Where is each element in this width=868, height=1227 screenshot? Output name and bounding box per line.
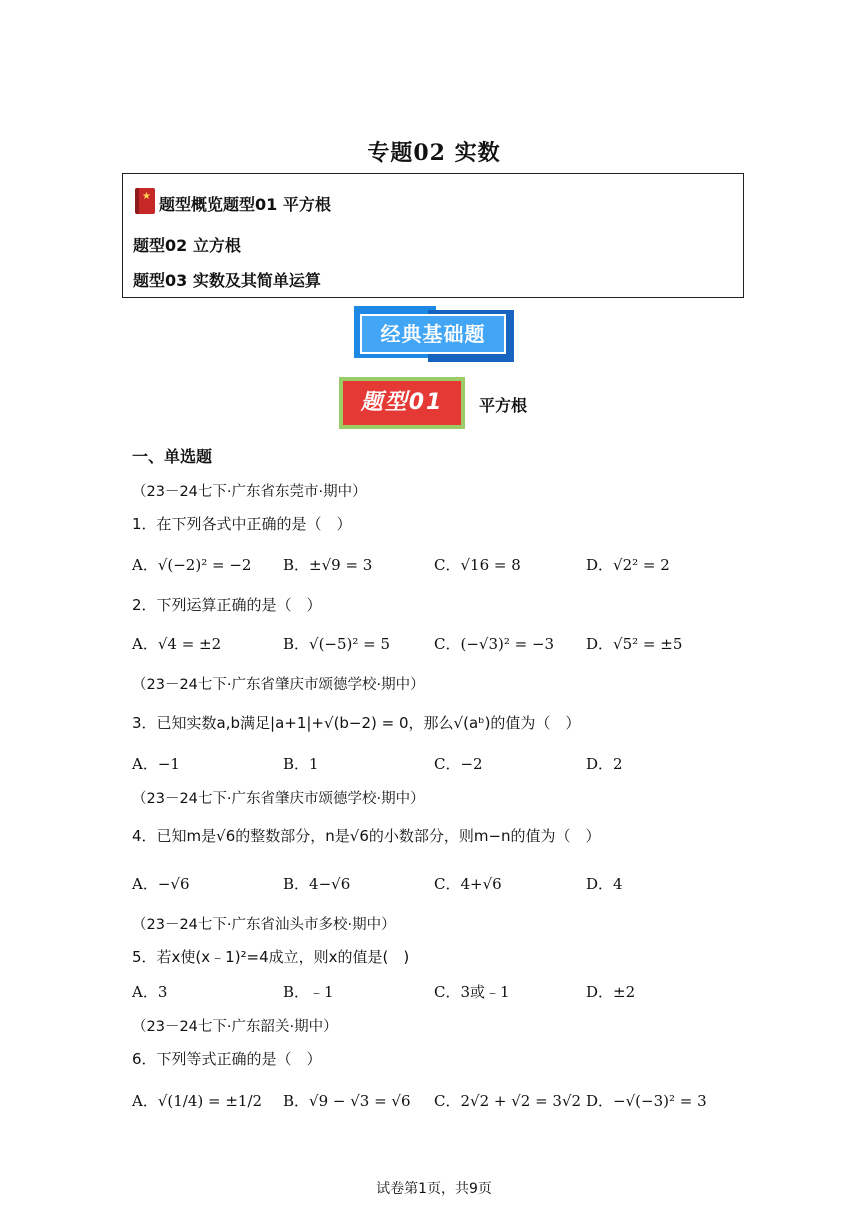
type-badge-label: 题型01 <box>343 381 461 425</box>
option-b: B．±√9 = 3 <box>283 556 373 574</box>
overview-box <box>122 173 744 298</box>
option-c: C．3或﹣1 <box>434 983 510 1001</box>
option-a: A．3 <box>132 983 168 1001</box>
option-a: A．−√6 <box>132 875 190 893</box>
option-d: D．√2² = 2 <box>586 556 670 574</box>
option-d: D．4 <box>586 875 623 893</box>
overview-line-2: 题型02 立方根 <box>133 236 241 255</box>
option-b: B．1 <box>283 755 319 773</box>
question-source: （23－24七下·广东省汕头市多校·期中） <box>132 917 396 933</box>
option-c: C．2√2 + √2 = 3√2 <box>434 1092 582 1110</box>
overview-line-1: 题型概览题型01 平方根 <box>159 195 331 214</box>
option-d: D．−√(−3)² = 3 <box>586 1092 707 1110</box>
question-source: （23－24七下·广东韶关·期中） <box>132 1019 338 1035</box>
option-b: B．4−√6 <box>283 875 351 893</box>
option-a: A．√(1/4) = ±1/2 <box>132 1092 263 1110</box>
option-d: D．±2 <box>586 983 636 1001</box>
option-b: B．√9 − √3 = √6 <box>283 1092 411 1110</box>
option-b: B．√(−5)² = 5 <box>283 635 391 653</box>
option-c: C．√16 = 8 <box>434 556 521 574</box>
option-a: A．√(−2)² = −2 <box>132 556 252 574</box>
option-c: C．(−√3)² = −3 <box>434 635 555 653</box>
section-banner <box>354 306 514 362</box>
book-icon <box>135 188 155 214</box>
question-source: （23－24七下·广东省肇庆市颂德学校·期中） <box>132 677 425 693</box>
question-stem: 5．若x使(x﹣1)²=4成立，则x的值是( ) <box>132 948 410 966</box>
question-source: （23－24七下·广东省东莞市·期中） <box>132 484 367 500</box>
option-c: C．−2 <box>434 755 483 773</box>
page-title: 专题02 实数 <box>367 140 501 166</box>
question-stem: 4．已知m是√6的整数部分，n是√6的小数部分，则m−n的值为（ ） <box>132 827 601 845</box>
section-heading: 一、单选题 <box>132 447 213 466</box>
page-footer: 试卷第1页，共9页 <box>376 1181 492 1197</box>
type-title: 平方根 <box>479 396 528 415</box>
option-d: D．√5² = ±5 <box>586 635 683 653</box>
option-c: C．4+√6 <box>434 875 502 893</box>
question-stem: 2．下列运算正确的是（ ） <box>132 596 322 614</box>
question-source: （23－24七下·广东省肇庆市颂德学校·期中） <box>132 791 425 807</box>
option-a: A．√4 = ±2 <box>132 635 222 653</box>
option-d: D．2 <box>586 755 623 773</box>
question-stem: 6．下列等式正确的是（ ） <box>132 1050 322 1068</box>
option-a: A．−1 <box>132 755 180 773</box>
overview-line-3: 题型03 实数及其简单运算 <box>133 271 321 290</box>
banner-label: 经典基础题 <box>360 314 506 354</box>
question-stem: 3．已知实数a,b满足|a+1|+√(b−2) = 0，那么√(aᵇ)的值为（ ） <box>132 714 581 732</box>
question-stem: 1．在下列各式中正确的是（ ） <box>132 515 352 533</box>
option-b: B．﹣1 <box>283 983 334 1001</box>
type-badge <box>339 377 465 429</box>
